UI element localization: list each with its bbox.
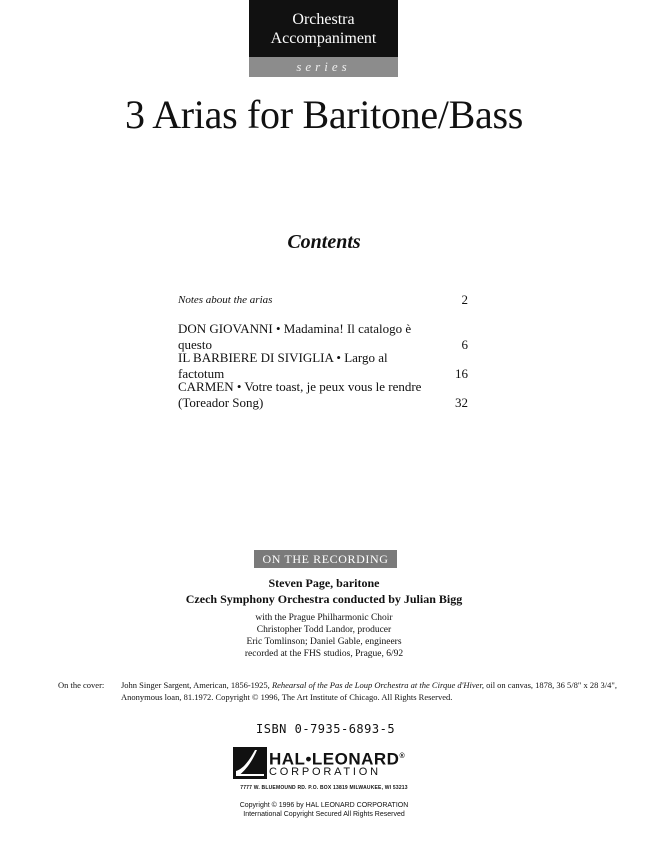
isbn: ISBN 0-7935-6893-5 [256, 722, 396, 736]
toc-entry-carmen [178, 379, 470, 411]
cover-note-artist: John Singer Sargent, American, 1856-1925, [121, 680, 272, 690]
recording-label: ON THE RECORDING [254, 550, 397, 568]
series-badge [249, 0, 398, 77]
toc-entry-don-giovanni [178, 321, 470, 353]
copyright-line: International Copyright Secured All Rights Reserved [243, 811, 405, 818]
recording-orchestra: Czech Symphony Orchestra conducted by Julian Bigg [185, 592, 463, 606]
toc-entry-barbiere [178, 350, 470, 382]
toc-entry-notes [178, 292, 470, 308]
recording-credit: with the Prague Philharmonic Choir [255, 613, 393, 623]
hal-leonard-mark-icon [233, 747, 267, 779]
toc-entry-text-line2: (Toreador Song) [178, 395, 264, 410]
copyright-line: Copyright © 1996 by HAL LEONARD CORPORATION [239, 802, 409, 809]
cover-note-artwork-title: Rehearsal of the Pas de Loup Orchestra at the Cirque d'Hiver, [271, 680, 484, 690]
series-badge-label: series [249, 57, 398, 77]
toc-page-number: 32 [455, 395, 468, 410]
toc-entry-text [178, 379, 470, 411]
series-badge-line1: Orchestra [292, 11, 355, 28]
publisher-logo [233, 747, 423, 789]
series-badge-line2: Accompaniment [270, 30, 377, 47]
recording-performer: Steven Page, baritone [268, 576, 380, 590]
series-badge-title [249, 0, 398, 57]
toc-entry-text: DON GIOVANNI • Madamina! Il catalogo è questo [178, 321, 412, 352]
registered-mark: ® [399, 753, 406, 760]
toc-entry-text-line1: CARMEN • Votre toast, je peux vous le rendre [178, 379, 422, 394]
cover-note-label: On the cover: [58, 680, 105, 690]
recording-credit: Eric Tomlinson; Daniel Gable, engineers [246, 637, 402, 647]
recording-credit: Christopher Todd Landor, producer [256, 625, 392, 635]
publisher-name-text: HAL•LEONARD [269, 749, 400, 769]
cover-note-body [121, 679, 618, 703]
cover-note-credit: Anonymous loan, 81.1972. Copyright © 1996, The Art Institute of Chicago. All Rights Reserved. [121, 692, 453, 702]
toc-page-number: 6 [461, 337, 468, 352]
publisher-corporation: CORPORATION [269, 766, 381, 778]
toc-page-number: 16 [455, 366, 468, 381]
contents-heading: Contents [287, 231, 361, 253]
page-title: 3 Arias for Baritone/Bass [125, 92, 523, 137]
toc-entry-text: Notes about the arias [178, 294, 273, 306]
cover-note [58, 679, 618, 703]
toc-page-number: 2 [461, 292, 468, 307]
toc-entry-text: IL BARBIERE DI SIVIGLIA • Largo al factotum [178, 350, 388, 381]
publisher-address: 7777 W. BLUEMOUND RD. P.O. BOX 13819 MILWAUKEE, WI 53213 [240, 785, 408, 791]
recording-credit: recorded at the FHS studios, Prague, 6/92 [244, 649, 404, 659]
cover-note-medium: oil on canvas, 1878, 36 5/8" x 28 3/4", [483, 680, 617, 690]
